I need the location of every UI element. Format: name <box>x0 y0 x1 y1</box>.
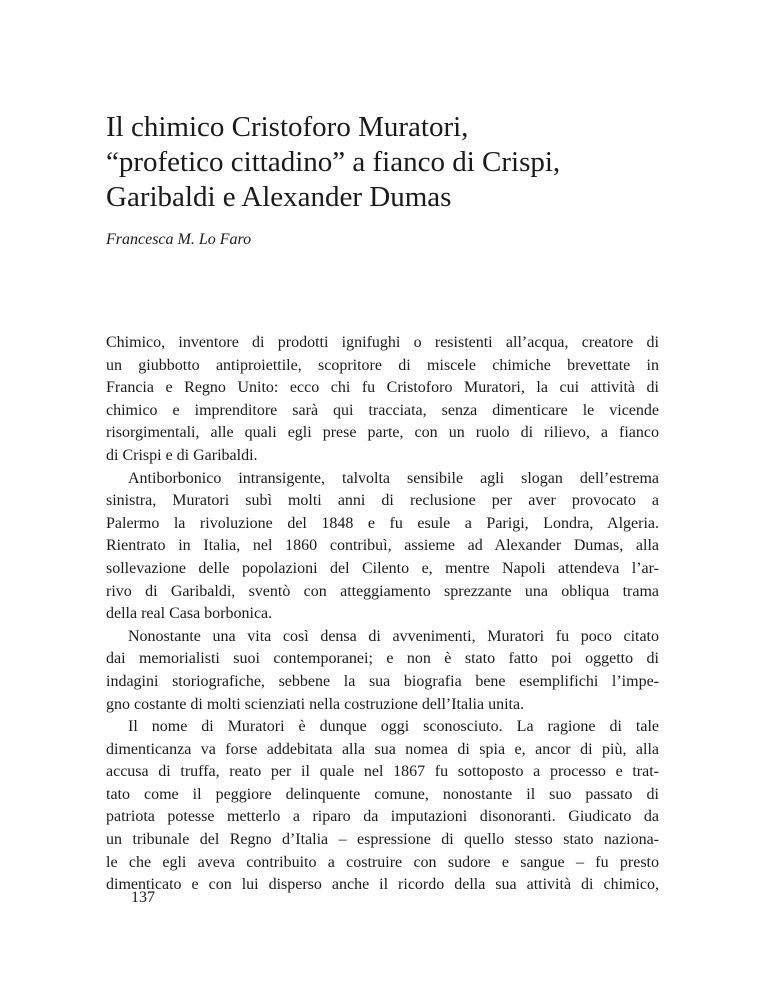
body-line: Francia e Regno Unito: ecco chi fu Cristoforo Muratori, la cui attività di <box>106 379 659 397</box>
body-line: un tribunale del Regno d’Italia – espressione di quello stesso stato naziona- <box>106 831 659 849</box>
article-body <box>106 332 659 897</box>
body-line: un giubbotto antiproiettile, scopritore di miscele chimiche brevettate in <box>106 356 659 374</box>
body-line: patriota potesse metterlo a riparo da imputazioni disonoranti. Giudicato da <box>106 808 659 826</box>
body-line: della real Casa borbonica. <box>106 605 273 623</box>
article-title <box>106 110 686 215</box>
body-line: accusa di truffa, reato per il quale nel 1867 fu sottoposto a processo e trat- <box>106 763 659 781</box>
title-line: “profetico cittadino” a fianco di Crispi, <box>106 146 561 178</box>
body-line: gno costante di molti scienziati nella costruzione dell’Italia unita. <box>106 695 525 713</box>
body-line: dimenticato e con lui disperso anche il ricordo della sua attività di chimico, <box>106 876 659 894</box>
body-line: rivo di Garibaldi, sventò con atteggiamento sprezzante una obliqua trama <box>106 582 659 600</box>
body-line: dai memorialisti suoi contemporanei; e non è stato fatto poi oggetto di <box>106 650 659 668</box>
body-line: tato come il peggiore delinquente comune, nonostante il suo passato di <box>106 785 659 803</box>
body-line: di Crispi e di Garibaldi. <box>106 446 258 464</box>
title-line: Garibaldi e Alexander Dumas <box>106 181 452 213</box>
body-line: Nonostante una vita così densa di avvenimenti, Muratori fu poco citato <box>128 627 659 645</box>
body-line: dimenticanza va forse addebitata alla sua nomea di spia e, ancor di più, alla <box>106 740 659 758</box>
body-line: indagini storiografiche, sebbene la sua biografia bene esemplifichi l’impe- <box>106 672 659 690</box>
body-line: chimico e imprenditore sarà qui tracciata, senza dimenticare le vicende <box>106 401 659 419</box>
title-line: Il chimico Cristoforo Muratori, <box>106 111 469 143</box>
body-line: Chimico, inventore di prodotti ignifughi o resistenti all’acqua, creatore di <box>106 334 659 351</box>
page-number: 137 <box>131 889 155 906</box>
body-line: sinistra, Muratori subì molti anni di reclusione per aver provocato a <box>106 492 659 510</box>
body-line: Antiborbonico intransigente, talvolta sensibile agli slogan dell’estrema <box>128 469 659 487</box>
article-author: Francesca M. Lo Faro <box>106 231 252 248</box>
body-line: sollevazione delle popolazioni del Cilento e, mentre Napoli attendeva l’ar- <box>106 559 659 577</box>
body-line: Il nome di Muratori è dunque oggi sconosciuto. La ragione di tale <box>128 718 659 736</box>
body-line: Rientrato in Italia, nel 1860 contribuì, assieme ad Alexander Dumas, alla <box>106 537 659 555</box>
body-line: le che egli aveva contribuito a costruire con sudore e sangue – fu presto <box>106 853 659 871</box>
body-line: risorgimentali, alle quali egli prese parte, con un ruolo di rilievo, a fianco <box>106 424 659 442</box>
body-line: Palermo la rivoluzione del 1848 e fu esule a Parigi, Londra, Algeria. <box>106 514 659 532</box>
